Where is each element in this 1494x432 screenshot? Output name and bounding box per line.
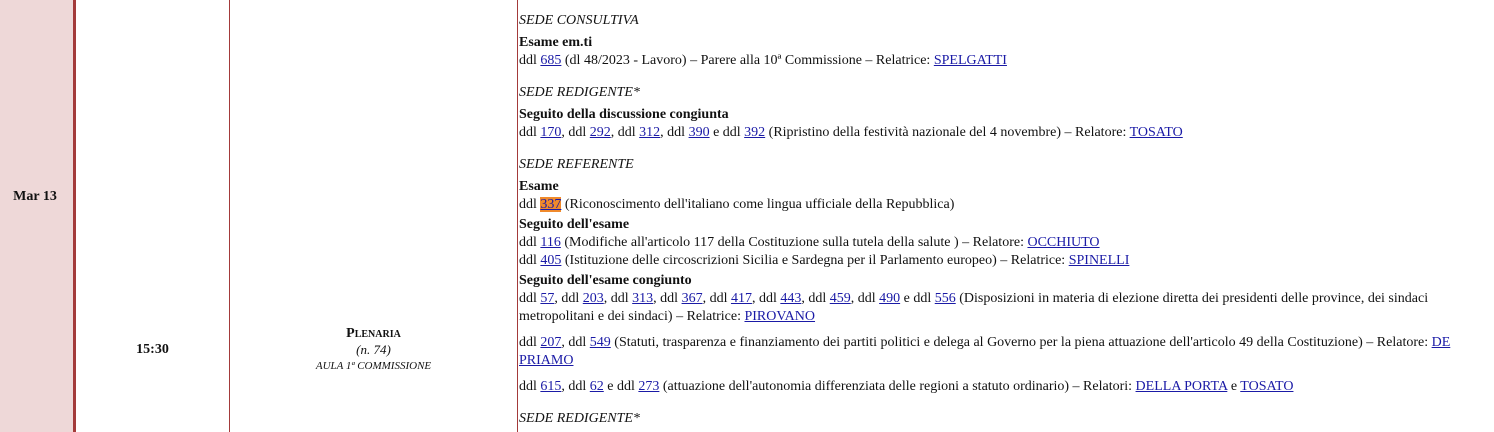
agenda-item (519, 234, 1474, 252)
ddl-link[interactable]: 312 (639, 125, 661, 140)
item-text: ddl (519, 335, 541, 350)
ddl-link[interactable]: OCCHIUTO (1027, 235, 1100, 250)
ddl-link[interactable]: TOSATO (1129, 125, 1183, 140)
item-text: , ddl (850, 291, 880, 306)
item-text: e ddl (900, 291, 935, 306)
ddl-link[interactable]: 57 (540, 291, 555, 306)
item-text: (attuazione dell'autonomia differenziata delle regioni a statuto ordinario) – Relatori: (659, 379, 1136, 394)
agenda-item (519, 52, 1474, 70)
ddl-link[interactable]: 337 (540, 197, 562, 212)
item-text: , ddl (801, 291, 830, 306)
agenda-item (519, 252, 1474, 270)
group-title: Esame (519, 179, 559, 194)
group-title: Seguito della discussione congiunta (519, 107, 729, 122)
section-spacer (519, 396, 1474, 410)
ddl-link[interactable]: TOSATO (1240, 379, 1294, 394)
ddl-link[interactable]: SPELGATTI (933, 53, 1007, 68)
group-title: Esame em.ti (519, 35, 593, 50)
item-text: e ddl (709, 125, 745, 140)
ddl-link[interactable]: 405 (540, 253, 562, 268)
ddl-link[interactable]: 207 (540, 335, 562, 350)
ddl-link[interactable]: 685 (540, 53, 562, 68)
item-text: , ddl (751, 291, 781, 306)
agenda-content (519, 12, 1474, 432)
ddl-link[interactable]: 549 (589, 335, 611, 350)
session-column (230, 0, 518, 432)
item-text: , ddl (554, 291, 583, 306)
day-column (0, 0, 76, 432)
session-info (230, 326, 517, 374)
ddl-link[interactable]: 203 (582, 291, 604, 306)
section-spacer (519, 70, 1474, 84)
agenda-item (519, 378, 1474, 396)
ddl-link[interactable]: 459 (829, 291, 851, 306)
item-text: ddl (519, 125, 541, 140)
session-room: AULA 1ª COMMISSIONE (315, 360, 432, 372)
ddl-link[interactable]: SPINELLI (1068, 253, 1130, 268)
ddl-link[interactable]: 615 (540, 379, 562, 394)
section-spacer (519, 142, 1474, 156)
ddl-link[interactable]: 556 (934, 291, 956, 306)
item-text: ddl (519, 197, 541, 212)
item-text: (dl 48/2023 - Lavoro) – Parere alla 10ª Commissione – Relatrice: (561, 53, 934, 68)
item-text: (Ripristino della festività nazionale del 4 novembre) – Relatore: (765, 125, 1130, 140)
item-text: , ddl (610, 125, 640, 140)
item-text: ddl (519, 291, 541, 306)
agenda-item (519, 290, 1474, 326)
item-text: , ddl (653, 291, 682, 306)
session-number: (n. 74) (356, 342, 391, 357)
item-text: ddl (519, 253, 541, 268)
ddl-link[interactable]: 62 (589, 379, 604, 394)
item-text: ddl (519, 235, 541, 250)
agenda-item (519, 196, 1474, 214)
ddl-link[interactable]: 116 (540, 235, 561, 250)
ddl-link[interactable]: PIROVANO (744, 309, 816, 324)
item-text: (Modifiche all'articolo 117 della Costituzione sulla tutela della salute ) – Relatore: (560, 235, 1028, 250)
agenda-item (519, 334, 1474, 370)
ddl-link[interactable]: 443 (780, 291, 802, 306)
ddl-link[interactable]: 367 (681, 291, 703, 306)
item-text: , ddl (561, 125, 590, 140)
item-text: ddl (519, 379, 541, 394)
ddl-link[interactable]: 392 (744, 125, 766, 140)
ddl-link[interactable]: 170 (540, 125, 562, 140)
sede-heading: SEDE REDIGENTE* (519, 85, 640, 100)
item-text: e ddl (603, 379, 639, 394)
item-text: (Istituzione delle circoscrizioni Sicilia e Sardegna per il Parlamento europeo) – Relatrice: (561, 253, 1069, 268)
item-text: , ddl (702, 291, 731, 306)
ddl-link[interactable]: DELLA PORTA (1135, 379, 1228, 394)
time-column (76, 0, 230, 432)
item-text: ddl (519, 53, 541, 68)
item-text: (Riconoscimento dell'italiano come lingua ufficiale della Repubblica) (561, 197, 955, 212)
ddl-link[interactable]: 313 (632, 291, 654, 306)
ddl-link[interactable]: 490 (879, 291, 901, 306)
ddl-link[interactable]: 292 (589, 125, 611, 140)
time-label: 15:30 (136, 342, 169, 357)
item-text: e (1227, 379, 1241, 394)
agenda-item (519, 124, 1474, 142)
sede-heading: SEDE CONSULTIVA (519, 13, 639, 28)
sede-heading: SEDE REDIGENTE* (519, 411, 640, 426)
session-title: Plenaria (346, 326, 401, 341)
ddl-link[interactable]: 273 (638, 379, 660, 394)
item-text: , ddl (603, 291, 633, 306)
day-label: Mar 13 (13, 189, 57, 204)
group-title: Seguito dell'esame congiunto (519, 273, 692, 288)
item-text: (Statuti, trasparenza e finanziamento dei partiti politici e delega al Governo per la piena attuazione dell'articolo 49 della Costituzione) – Relatore: (610, 335, 1432, 350)
ddl-link[interactable]: 417 (730, 291, 752, 306)
item-text: , ddl (561, 379, 590, 394)
item-text: , ddl (660, 125, 689, 140)
group-title: Seguito dell'esame (519, 217, 630, 232)
sede-heading: SEDE REFERENTE (519, 157, 634, 172)
ddl-link[interactable]: DE PRIAMO (519, 335, 1451, 368)
ddl-link[interactable]: 390 (688, 125, 710, 140)
item-text: , ddl (561, 335, 590, 350)
item-text: (Disposizioni in materia di elezione diretta dei presidenti delle province, dei sindaci metropolitani e dei sindaci) – Relatrice: (519, 291, 1429, 324)
